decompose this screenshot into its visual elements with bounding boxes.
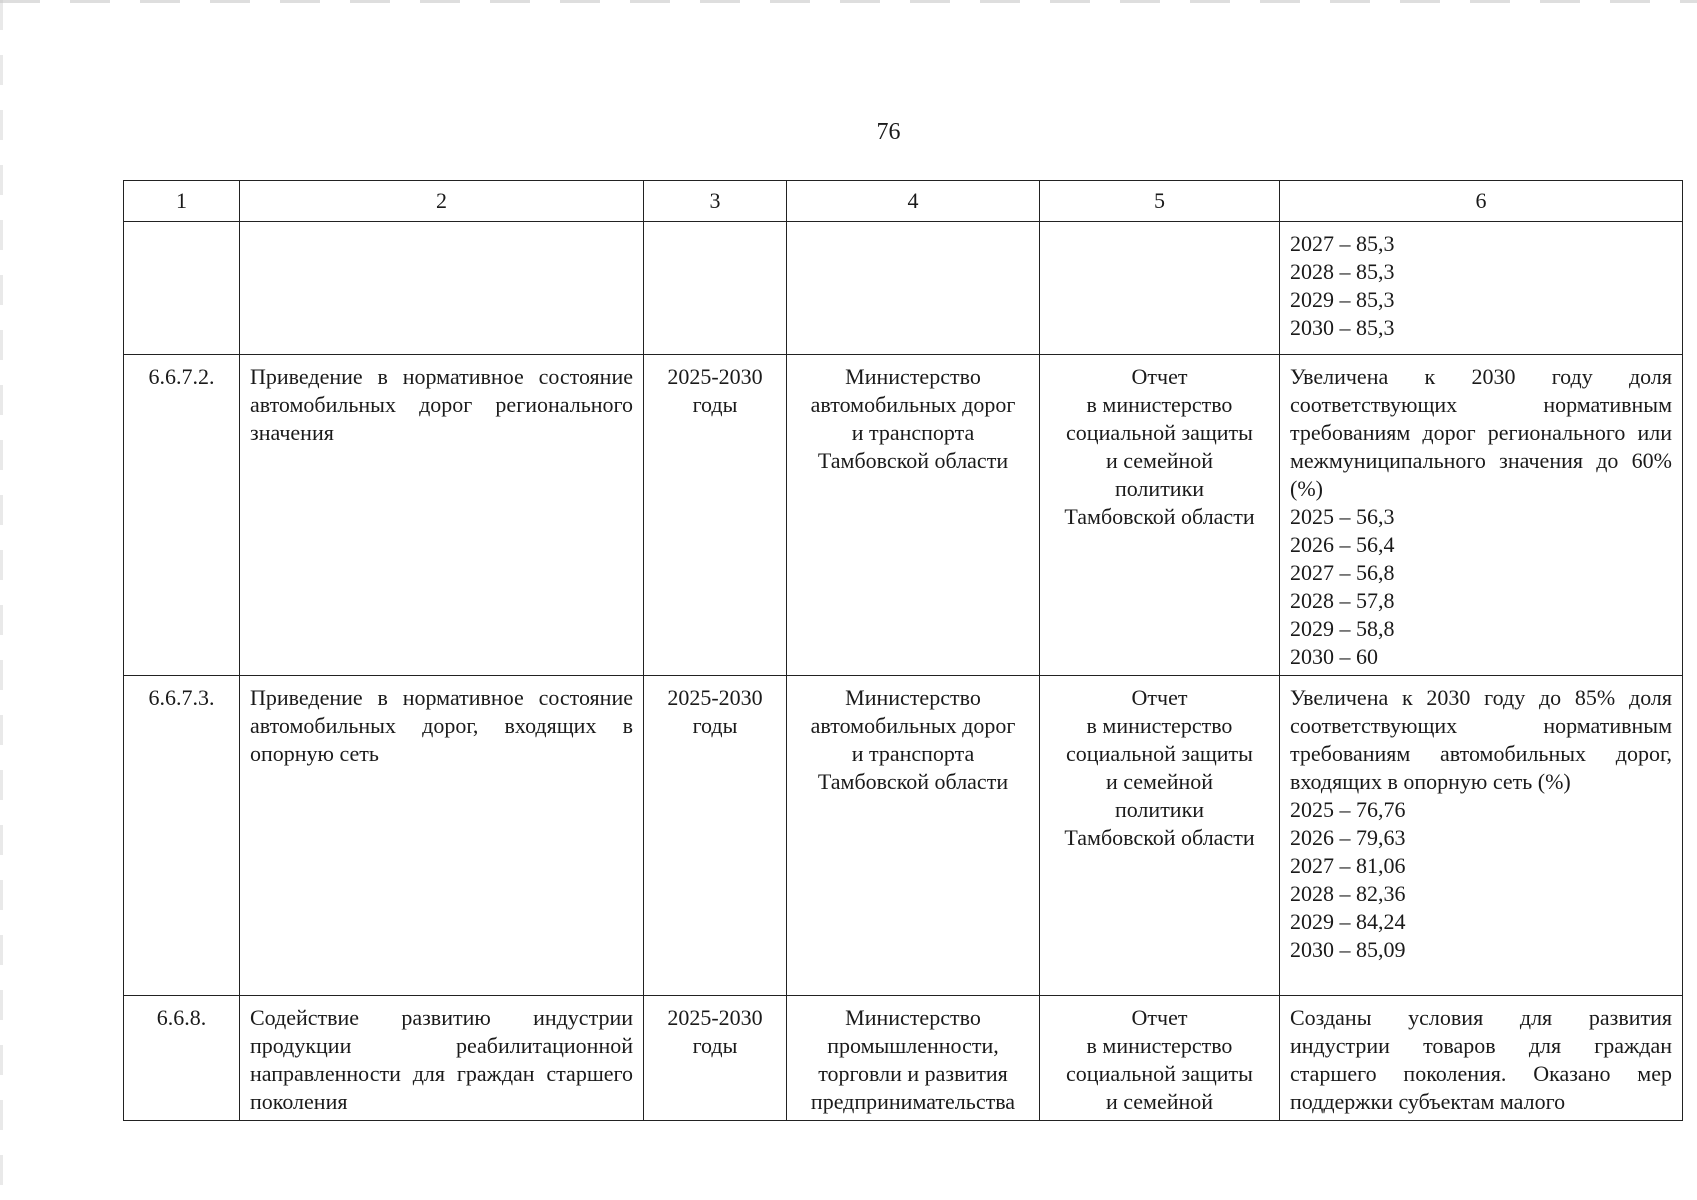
- cell-result: [1280, 355, 1683, 676]
- period-line: 2025-2030: [667, 685, 763, 710]
- result-value-line: 2028 – 57,8: [1290, 588, 1395, 613]
- result-text: Увеличена к 2030 году доля соответствующих нормативным требованиям дорог регионального или межмуниципального значения до 60% (%): [1290, 364, 1672, 501]
- report-line: Отчет: [1131, 1005, 1188, 1030]
- result-value-line: 2027 – 85,3: [1290, 231, 1395, 256]
- result-value-line: 2028 – 85,3: [1290, 259, 1395, 284]
- report-line: Отчет: [1131, 364, 1188, 389]
- report-line: в министерство: [1086, 392, 1233, 417]
- cell-period: [644, 676, 787, 996]
- cell-empty: [124, 222, 240, 355]
- scan-edge-left: [0, 0, 3, 1200]
- column-header-6: 6: [1280, 181, 1683, 222]
- period-line: годы: [692, 1033, 738, 1058]
- result-value-line: 2028 – 82,36: [1290, 881, 1406, 906]
- cell-measure: Содействие развитию индустрии продукции реабилитационной направленности для граждан старшего поколения: [240, 996, 644, 1121]
- cell-number: 6.6.8.: [124, 996, 240, 1121]
- table-row-continuation: [124, 222, 1683, 355]
- cell-empty: [1040, 222, 1280, 355]
- report-line: Тамбовской области: [1064, 825, 1255, 850]
- executor-line: автомобильных дорог: [810, 713, 1016, 738]
- result-value-line: 2025 – 76,76: [1290, 797, 1406, 822]
- cell-report: [1040, 676, 1280, 996]
- cell-number: 6.6.7.3.: [124, 676, 240, 996]
- result-value-line: 2029 – 85,3: [1290, 287, 1395, 312]
- report-line: и семейной: [1105, 1089, 1214, 1114]
- report-line: Тамбовской области: [1064, 504, 1255, 529]
- result-value-line: 2029 – 84,24: [1290, 909, 1406, 934]
- period-line: годы: [692, 392, 738, 417]
- executor-line: Тамбовской области: [817, 769, 1009, 794]
- cell-report: [1040, 355, 1280, 676]
- report-line: и семейной: [1105, 769, 1214, 794]
- cell-report: [1040, 996, 1280, 1121]
- column-header-4: 4: [787, 181, 1040, 222]
- page-number: 76: [876, 119, 901, 145]
- executor-line: Министерство: [845, 685, 981, 710]
- period-line: 2025-2030: [667, 1005, 763, 1030]
- cell-executor: [787, 355, 1040, 676]
- column-header-3: 3: [644, 181, 787, 222]
- report-line: и семейной: [1105, 448, 1214, 473]
- table-row: [124, 355, 1683, 676]
- cell-empty: [644, 222, 787, 355]
- report-line: политики: [1114, 476, 1205, 501]
- report-line: в министерство: [1086, 1033, 1233, 1058]
- report-line: социальной защиты: [1066, 1061, 1253, 1086]
- result-value-line: 2030 – 60: [1290, 644, 1378, 669]
- period-line: 2025-2030: [667, 364, 763, 389]
- result-value-line: 2029 – 58,8: [1290, 616, 1395, 641]
- executor-line: автомобильных дорог: [810, 392, 1016, 417]
- report-line: в министерство: [1086, 713, 1233, 738]
- column-header-2: 2: [240, 181, 644, 222]
- scan-edge-top: [0, 0, 1697, 3]
- report-line: социальной защиты: [1066, 741, 1253, 766]
- column-header-5: 5: [1040, 181, 1280, 222]
- executor-line: Министерство: [845, 1005, 981, 1030]
- result-value-line: 2027 – 56,8: [1290, 560, 1395, 585]
- cell-executor: [787, 676, 1040, 996]
- result-value-line: 2030 – 85,3: [1290, 315, 1395, 340]
- result-value-line: 2030 – 85,09: [1290, 937, 1406, 962]
- result-value-line: 2026 – 56,4: [1290, 532, 1395, 557]
- report-line: политики: [1114, 797, 1205, 822]
- executor-line: Министерство: [845, 364, 981, 389]
- cell-measure: Приведение в нормативное состояние автомобильных дорог, входящих в опорную сеть: [240, 676, 644, 996]
- report-line: Отчет: [1131, 685, 1188, 710]
- cell-period: [644, 996, 787, 1121]
- table-row: [124, 996, 1683, 1121]
- table-header-row: [124, 181, 1683, 222]
- cell-result: Созданы условия для развития индустрии товаров для граждан старшего поколения. Оказано мер поддержки субъектам малого: [1280, 996, 1683, 1121]
- cell-empty: [787, 222, 1040, 355]
- cell-measure: Приведение в нормативное состояние автомобильных дорог регионального значения: [240, 355, 644, 676]
- result-text: Увеличена к 2030 году до 85% доля соответствующих нормативным требованиям автомобильных дорог, входящих в опорную сеть (%): [1290, 685, 1672, 794]
- result-value-line: 2025 – 56,3: [1290, 504, 1395, 529]
- result-value-line: 2027 – 81,06: [1290, 853, 1406, 878]
- cell-executor: [787, 996, 1040, 1121]
- cell-number: 6.6.7.2.: [124, 355, 240, 676]
- period-line: годы: [692, 713, 738, 738]
- result-value-line: 2026 – 79,63: [1290, 825, 1406, 850]
- cell-empty: [240, 222, 644, 355]
- table-row: [124, 676, 1683, 996]
- cell-result-values: [1280, 222, 1683, 355]
- cell-result: [1280, 676, 1683, 996]
- measures-table: [123, 180, 1683, 1121]
- executor-line: и транспорта: [851, 741, 975, 766]
- cell-period: [644, 355, 787, 676]
- executor-line: торговли и развития: [818, 1061, 1008, 1086]
- column-header-1: 1: [124, 181, 240, 222]
- report-line: социальной защиты: [1066, 420, 1253, 445]
- executor-line: и транспорта: [851, 420, 975, 445]
- executor-line: Тамбовской области: [817, 448, 1009, 473]
- executor-line: промышленности,: [827, 1033, 999, 1058]
- executor-line: предпринимательства: [810, 1089, 1016, 1114]
